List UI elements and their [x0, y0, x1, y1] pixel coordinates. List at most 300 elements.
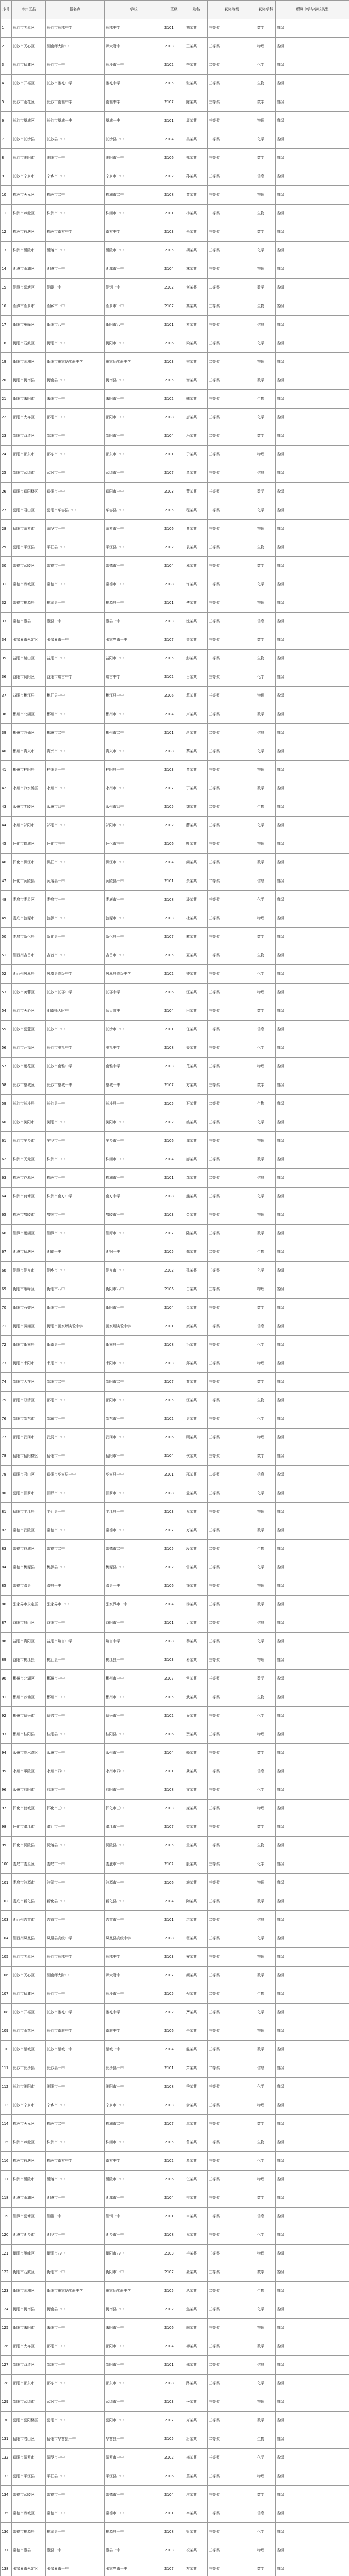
cell-class: 2104: [163, 2486, 185, 2504]
cell-school-type: 省级: [276, 1503, 349, 1521]
cell-index: 8: [1, 149, 12, 167]
cell-index: 128: [1, 2375, 12, 2393]
cell-index: 23: [1, 427, 12, 446]
cell-award-level: 二等奖: [208, 2504, 256, 2523]
cell-name: 贺某某: [185, 1725, 208, 1744]
cell-registration-site: 宁乡市一中: [46, 1132, 105, 1150]
cell-region: 益阳市赫山区: [12, 650, 46, 668]
cell-class: 2106: [163, 334, 185, 353]
cell-registration-site: 株洲市一中: [46, 205, 105, 223]
table-row: [1, 1688, 349, 1707]
cell-school-type: 省级: [276, 854, 349, 872]
cell-award-level: 三等奖: [208, 1558, 256, 1577]
cell-registration-site: 澧县一中: [46, 2541, 105, 2560]
cell-school: 衡阳市八中: [105, 1280, 163, 1299]
cell-region: 常德市鼎城区: [12, 2504, 46, 2523]
cell-school: 湘乡市一中: [105, 1262, 163, 1280]
cell-class: 2102: [163, 390, 185, 409]
table-row: [1, 2504, 349, 2523]
table-row: [1, 705, 349, 724]
cell-school: 衡南县一中: [105, 2300, 163, 2319]
cell-name: 苏某某: [185, 687, 208, 705]
cell-region: 常德市鼎城区: [12, 575, 46, 594]
cell-school: 汨罗市一中: [105, 1484, 163, 1503]
cell-registration-site: 永州市一中: [46, 1744, 105, 1762]
cell-school-type: 省级: [276, 1614, 349, 1633]
cell-school: 常德市一中: [105, 1521, 163, 1540]
cell-school: 涟源市一中: [105, 1874, 163, 1892]
cell-school: 郴州市二中: [105, 1688, 163, 1707]
cell-region: 湘西州吉首市: [12, 946, 46, 965]
cell-subject: 信息: [256, 613, 276, 631]
cell-registration-site: 长沙市长郡中学: [46, 1948, 105, 1967]
cell-class: 2107: [163, 1373, 185, 1392]
cell-award-level: 三等奖: [208, 75, 256, 93]
cell-school: 郴州市一中: [105, 705, 163, 724]
cell-school: 洪江市一中: [105, 1818, 163, 1837]
cell-registration-site: 凤凰县高级中学: [46, 965, 105, 984]
cell-school: 衡南县一中: [105, 371, 163, 390]
cell-subject: 信息: [256, 872, 276, 891]
table-row: [1, 2096, 349, 2115]
cell-class: 2101: [163, 19, 185, 38]
cell-school-type: 省级: [276, 1002, 349, 1021]
cell-award-level: 三等奖: [208, 390, 256, 409]
cell-subject: 信息: [256, 1762, 276, 1781]
cell-subject: 数学: [256, 2486, 276, 2504]
cell-index: 17: [1, 316, 12, 334]
cell-school-type: 省级: [276, 334, 349, 353]
cell-award-level: 三等奖: [208, 1670, 256, 1688]
table-row: [1, 2356, 349, 2375]
table-row: [1, 1317, 349, 1336]
cell-region: 永州市祁阳市: [12, 817, 46, 835]
cell-award-level: 三等奖: [208, 594, 256, 613]
cell-region: 衡阳市石鼓区: [12, 334, 46, 353]
cell-subject: 数学: [256, 854, 276, 872]
cell-class: 2103: [163, 38, 185, 56]
cell-school-type: 省级: [276, 1188, 349, 1206]
cell-subject: 化学: [256, 501, 276, 520]
cell-region: 常德市武陵区: [12, 1521, 46, 1540]
cell-index: 25: [1, 464, 12, 483]
cell-registration-site: 长沙县一中: [46, 2059, 105, 2078]
cell-region: 株洲市芦淞区: [12, 1169, 46, 1188]
cell-school: 邵阳市二中: [105, 1373, 163, 1392]
cell-index: 134: [1, 2486, 12, 2504]
table-row: [1, 19, 349, 38]
cell-name: 龚某某: [185, 1762, 208, 1781]
cell-class: 2103: [163, 223, 185, 242]
cell-index: 14: [1, 260, 12, 279]
cell-index: 26: [1, 483, 12, 501]
cell-registration-site: 新化县一中: [46, 928, 105, 946]
table-header-row: [1, 1, 349, 19]
cell-class: 2107: [163, 2412, 185, 2430]
cell-school-type: 省级: [276, 1670, 349, 1688]
cell-region: 郴州市资兴市: [12, 742, 46, 761]
cell-index: 42: [1, 779, 12, 798]
cell-class: 2105: [163, 75, 185, 93]
cell-registration-site: 株洲市二中: [46, 186, 105, 205]
cell-name: 丛某某: [185, 2282, 208, 2300]
cell-name: 王某某: [185, 38, 208, 56]
cell-region: 岳阳市汨罗市: [12, 1484, 46, 1503]
cell-name: 严某某: [185, 2004, 208, 2022]
cell-region: 衡阳市石鼓区: [12, 2263, 46, 2282]
cell-award-level: 二等奖: [208, 798, 256, 817]
table-row: [1, 1429, 349, 1447]
cell-name: 柳某某: [185, 2337, 208, 2356]
cell-school-type: 省级: [276, 1596, 349, 1614]
cell-school: 沅陵县一中: [105, 1837, 163, 1855]
cell-class: 2102: [163, 167, 185, 186]
cell-school: 澧县一中: [105, 2541, 163, 2560]
cell-registration-site: 长沙市雅礼中学: [46, 75, 105, 93]
cell-school: 怀化市三中: [105, 835, 163, 854]
table-row: [1, 575, 349, 594]
table-row: [1, 872, 349, 891]
cell-name: 温某某: [185, 2041, 208, 2059]
cell-region: 衡阳市衡南县: [12, 371, 46, 390]
cell-name: 顾某某: [185, 1429, 208, 1447]
cell-subject: 信息: [256, 1317, 276, 1336]
cell-school-type: 省级: [276, 557, 349, 575]
cell-school-type: 省级: [276, 427, 349, 446]
cell-registration-site: 洪江市一中: [46, 854, 105, 872]
table-row: [1, 1336, 349, 1354]
cell-index: 55: [1, 1021, 12, 1039]
cell-school: 汨罗市一中: [105, 520, 163, 538]
cell-region: 益阳市桃江县: [12, 1651, 46, 1670]
cell-subject: 物理: [256, 446, 276, 464]
cell-index: 13: [1, 242, 12, 260]
cell-award-level: 二等奖: [208, 650, 256, 668]
cell-school-type: 省级: [276, 1837, 349, 1855]
cell-registration-site: 涟源市一中: [46, 1874, 105, 1892]
cell-class: 2104: [163, 1299, 185, 1317]
col-header-registration-site: 报名点: [46, 1, 105, 19]
cell-subject: 数学: [256, 1299, 276, 1317]
cell-class: 2102: [163, 965, 185, 984]
cell-name: 雷某某: [185, 1558, 208, 1577]
cell-award-level: 三等奖: [208, 2449, 256, 2467]
cell-award-level: 三等奖: [208, 613, 256, 631]
cell-school: 凤凰县高级中学: [105, 1929, 163, 1948]
cell-school: 师大附中: [105, 38, 163, 56]
cell-award-level: 二等奖: [208, 1021, 256, 1039]
cell-school-type: 省级: [276, 798, 349, 817]
cell-school-type: 省级: [276, 130, 349, 149]
cell-region: 益阳市赫山区: [12, 1614, 46, 1633]
cell-subject: 数学: [256, 928, 276, 946]
cell-school-type: 省级: [276, 56, 349, 75]
cell-school: 邵东市一中: [105, 2375, 163, 2393]
cell-registration-site: 衡阳市一中: [46, 2263, 105, 2282]
cell-school: 南雅中学: [105, 93, 163, 112]
cell-index: 85: [1, 1577, 12, 1596]
cell-school-type: 省级: [276, 1262, 349, 1280]
table-row: [1, 668, 349, 687]
cell-class: 2105: [163, 1837, 185, 1855]
cell-school: 常德市二中: [105, 2504, 163, 2523]
cell-award-level: 三等奖: [208, 2263, 256, 2282]
cell-registration-site: 祁阳市一中: [46, 817, 105, 835]
cell-index: 58: [1, 1076, 12, 1095]
cell-award-level: 三等奖: [208, 1410, 256, 1429]
cell-name: 武某某: [185, 1688, 208, 1707]
cell-subject: 信息: [256, 1466, 276, 1484]
cell-award-level: 三等奖: [208, 1373, 256, 1392]
cell-name: 林某某: [185, 260, 208, 279]
cell-name: 唐某某: [185, 409, 208, 427]
cell-award-level: 三等奖: [208, 705, 256, 724]
cell-school: 华容县一中: [105, 501, 163, 520]
cell-school: 南方中学: [105, 223, 163, 242]
cell-school: 湘潭市一中: [105, 260, 163, 279]
cell-region: 长沙市芙蓉区: [12, 19, 46, 38]
cell-registration-site: 衡阳市八中: [46, 1280, 105, 1299]
cell-award-level: 三等奖: [208, 112, 256, 130]
cell-school-type: 省级: [276, 205, 349, 223]
cell-subject: 数学: [256, 1373, 276, 1392]
cell-index: 86: [1, 1596, 12, 1614]
cell-region: 郴州市苏仙区: [12, 1688, 46, 1707]
cell-subject: 信息: [256, 1169, 276, 1188]
cell-name: 刘某某: [185, 19, 208, 38]
cell-class: 2108: [163, 575, 185, 594]
cell-name: 陶某某: [185, 1892, 208, 1911]
cell-index: 68: [1, 1262, 12, 1280]
cell-class: 2101: [163, 2059, 185, 2078]
cell-school-type: 省级: [276, 38, 349, 56]
table-row: [1, 538, 349, 557]
cell-index: 59: [1, 1095, 12, 1113]
cell-award-level: 三等奖: [208, 1429, 256, 1447]
cell-school: 沅陵县一中: [105, 872, 163, 891]
cell-region: 怀化市沅陵县: [12, 1837, 46, 1855]
table-row: [1, 223, 349, 242]
cell-school-type: 省级: [276, 1762, 349, 1781]
cell-class: 2104: [163, 1744, 185, 1762]
cell-name: 庄某某: [185, 2486, 208, 2504]
cell-index: 15: [1, 279, 12, 297]
cell-registration-site: 汨罗市一中: [46, 520, 105, 538]
cell-registration-site: 邵阳市二中: [46, 2337, 105, 2356]
cell-subject: 数学: [256, 93, 276, 112]
cell-award-level: 三等奖: [208, 464, 256, 483]
cell-subject: 物理: [256, 761, 276, 779]
cell-registration-site: 株洲市南方中学: [46, 1188, 105, 1206]
table-row: [1, 817, 349, 835]
cell-subject: 数学: [256, 1076, 276, 1095]
cell-school: 株洲市一中: [105, 205, 163, 223]
cell-registration-site: 长沙市雅礼中学: [46, 2004, 105, 2022]
cell-class: 2104: [163, 427, 185, 446]
cell-subject: 化学: [256, 1929, 276, 1948]
cell-registration-site: 长沙市雅礼中学: [46, 1039, 105, 1058]
cell-school-type: 省级: [276, 2523, 349, 2541]
cell-index: 87: [1, 1614, 12, 1633]
cell-name: 易某某: [185, 1651, 208, 1670]
cell-award-level: 三等奖: [208, 1225, 256, 1243]
cell-class: 2105: [163, 1985, 185, 2004]
cell-award-level: 二等奖: [208, 1688, 256, 1707]
cell-class: 2107: [163, 1967, 185, 1985]
cell-index: 50: [1, 928, 12, 946]
table-row: [1, 1262, 349, 1280]
cell-subject: 生物: [256, 1540, 276, 1558]
cell-school: 长郡中学: [105, 984, 163, 1002]
cell-name: 邹某某: [185, 1169, 208, 1188]
cell-school: 岳阳市一中: [105, 2412, 163, 2430]
cell-award-level: 三等奖: [208, 1874, 256, 1892]
cell-name: 于某某: [185, 446, 208, 464]
table-row: [1, 928, 349, 946]
col-header-name: 姓名: [185, 1, 208, 19]
table-row: [1, 2375, 349, 2393]
cell-subject: 物理: [256, 2393, 276, 2412]
cell-award-level: 三等奖: [208, 1892, 256, 1911]
cell-class: 2104: [163, 1447, 185, 1466]
cell-school-type: 省级: [276, 2430, 349, 2449]
cell-registration-site: 桃江县一中: [46, 1651, 105, 1670]
cell-registration-site: 常德市二中: [46, 575, 105, 594]
table-row: [1, 1373, 349, 1392]
cell-index: 130: [1, 2412, 12, 2430]
cell-name: 胡某某: [185, 242, 208, 260]
cell-school-type: 省级: [276, 2300, 349, 2319]
cell-subject: 化学: [256, 1558, 276, 1577]
cell-index: 49: [1, 909, 12, 928]
cell-name: 陈某某: [185, 93, 208, 112]
cell-name: 廖某某: [185, 1150, 208, 1169]
cell-school: 武冈市一中: [105, 2393, 163, 2412]
cell-class: 2103: [163, 1058, 185, 1076]
cell-registration-site: 邵阳市二中: [46, 1373, 105, 1392]
cell-subject: 生物: [256, 75, 276, 93]
cell-award-level: 三等奖: [208, 1150, 256, 1169]
table-row: [1, 1892, 349, 1911]
cell-index: 117: [1, 2171, 12, 2189]
cell-class: 2101: [163, 1911, 185, 1929]
cell-award-level: 三等奖: [208, 1058, 256, 1076]
table-row: [1, 1781, 349, 1800]
cell-school: 浏阳市一中: [105, 1113, 163, 1132]
table-row: [1, 38, 349, 56]
cell-award-level: 三等奖: [208, 1280, 256, 1299]
cell-school-type: 省级: [276, 167, 349, 186]
cell-award-level: 二等奖: [208, 1540, 256, 1558]
cell-award-level: 二等奖: [208, 2059, 256, 2078]
cell-name: 崔某某: [185, 1299, 208, 1317]
cell-region: 岳阳市岳阳楼区: [12, 1447, 46, 1466]
cell-award-level: 三等奖: [208, 1188, 256, 1206]
cell-registration-site: 衡南县一中: [46, 2300, 105, 2319]
table-row: [1, 2078, 349, 2096]
cell-subject: 数学: [256, 2337, 276, 2356]
cell-school: 张家界市一中: [105, 2560, 163, 2576]
cell-class: 2106: [163, 2171, 185, 2189]
cell-school: 祁阳市一中: [105, 817, 163, 835]
cell-class: 2101: [163, 2208, 185, 2226]
cell-region: 岳阳市汨罗市: [12, 2449, 46, 2467]
cell-school: 箴言中学: [105, 668, 163, 687]
cell-class: 2107: [163, 93, 185, 112]
cell-region: 长沙市长沙县: [12, 2059, 46, 2078]
cell-school-type: 省级: [276, 1818, 349, 1837]
cell-subject: 数学: [256, 1150, 276, 1169]
cell-registration-site: 衡南县一中: [46, 1336, 105, 1354]
cell-class: 2103: [163, 1651, 185, 1670]
cell-region: 长沙市雨花区: [12, 93, 46, 112]
cell-region: 常德市鼎城区: [12, 1540, 46, 1558]
cell-subject: 化学: [256, 1039, 276, 1058]
cell-registration-site: 永州市四中: [46, 798, 105, 817]
cell-school: 耒阳市一中: [105, 1354, 163, 1373]
cell-award-level: 三等奖: [208, 2189, 256, 2208]
cell-subject: 生物: [256, 1837, 276, 1855]
cell-school-type: 省级: [276, 650, 349, 668]
cell-registration-site: 邵阳市一中: [46, 1392, 105, 1410]
cell-subject: 信息: [256, 316, 276, 334]
cell-school-type: 省级: [276, 835, 349, 854]
table-row: [1, 501, 349, 520]
table-row: [1, 557, 349, 575]
cell-school: 邵阳市二中: [105, 2337, 163, 2356]
cell-school-type: 省级: [276, 1299, 349, 1317]
cell-school-type: 省级: [276, 1447, 349, 1466]
cell-index: 127: [1, 2356, 12, 2375]
cell-name: 熊某某: [185, 1188, 208, 1206]
cell-registration-site: 衡阳市田家炳实验中学: [46, 2282, 105, 2300]
cell-school-type: 省级: [276, 1707, 349, 1725]
cell-school: 桃江县一中: [105, 1651, 163, 1670]
cell-class: 2101: [163, 1762, 185, 1781]
cell-award-level: 三等奖: [208, 835, 256, 854]
table-row: [1, 1874, 349, 1892]
cell-region: 湘潭市湘乡市: [12, 1262, 46, 1280]
cell-school-type: 省级: [276, 371, 349, 390]
cell-class: 2102: [163, 2004, 185, 2022]
table-row: [1, 1800, 349, 1818]
cell-class: 2107: [163, 2560, 185, 2576]
cell-subject: 物理: [256, 594, 276, 613]
cell-region: 株洲市醴陵市: [12, 2171, 46, 2189]
cell-region: 衡阳市蒸湘区: [12, 353, 46, 371]
table-row: [1, 260, 349, 279]
cell-class: 2108: [163, 1188, 185, 1206]
cell-class: 2106: [163, 149, 185, 167]
cell-school: 平江县一中: [105, 1503, 163, 1521]
table-row: [1, 1707, 349, 1725]
table-row: [1, 1651, 349, 1670]
cell-school-type: 省级: [276, 1392, 349, 1410]
cell-award-level: 三等奖: [208, 223, 256, 242]
table-row: [1, 594, 349, 613]
cell-school: 娄底市一中: [105, 1855, 163, 1874]
cell-region: 岳阳市君山区: [12, 501, 46, 520]
cell-subject: 生物: [256, 946, 276, 965]
cell-award-level: 二等奖: [208, 1614, 256, 1633]
cell-award-level: 三等奖: [208, 779, 256, 798]
cell-region: 湘潭市岳塘区: [12, 2208, 46, 2226]
cell-school-type: 省级: [276, 279, 349, 297]
table-row: [1, 75, 349, 93]
cell-school: 田家炳实验中学: [105, 1317, 163, 1336]
cell-name: 辛某某: [185, 2504, 208, 2523]
cell-award-level: 二等奖: [208, 2282, 256, 2300]
